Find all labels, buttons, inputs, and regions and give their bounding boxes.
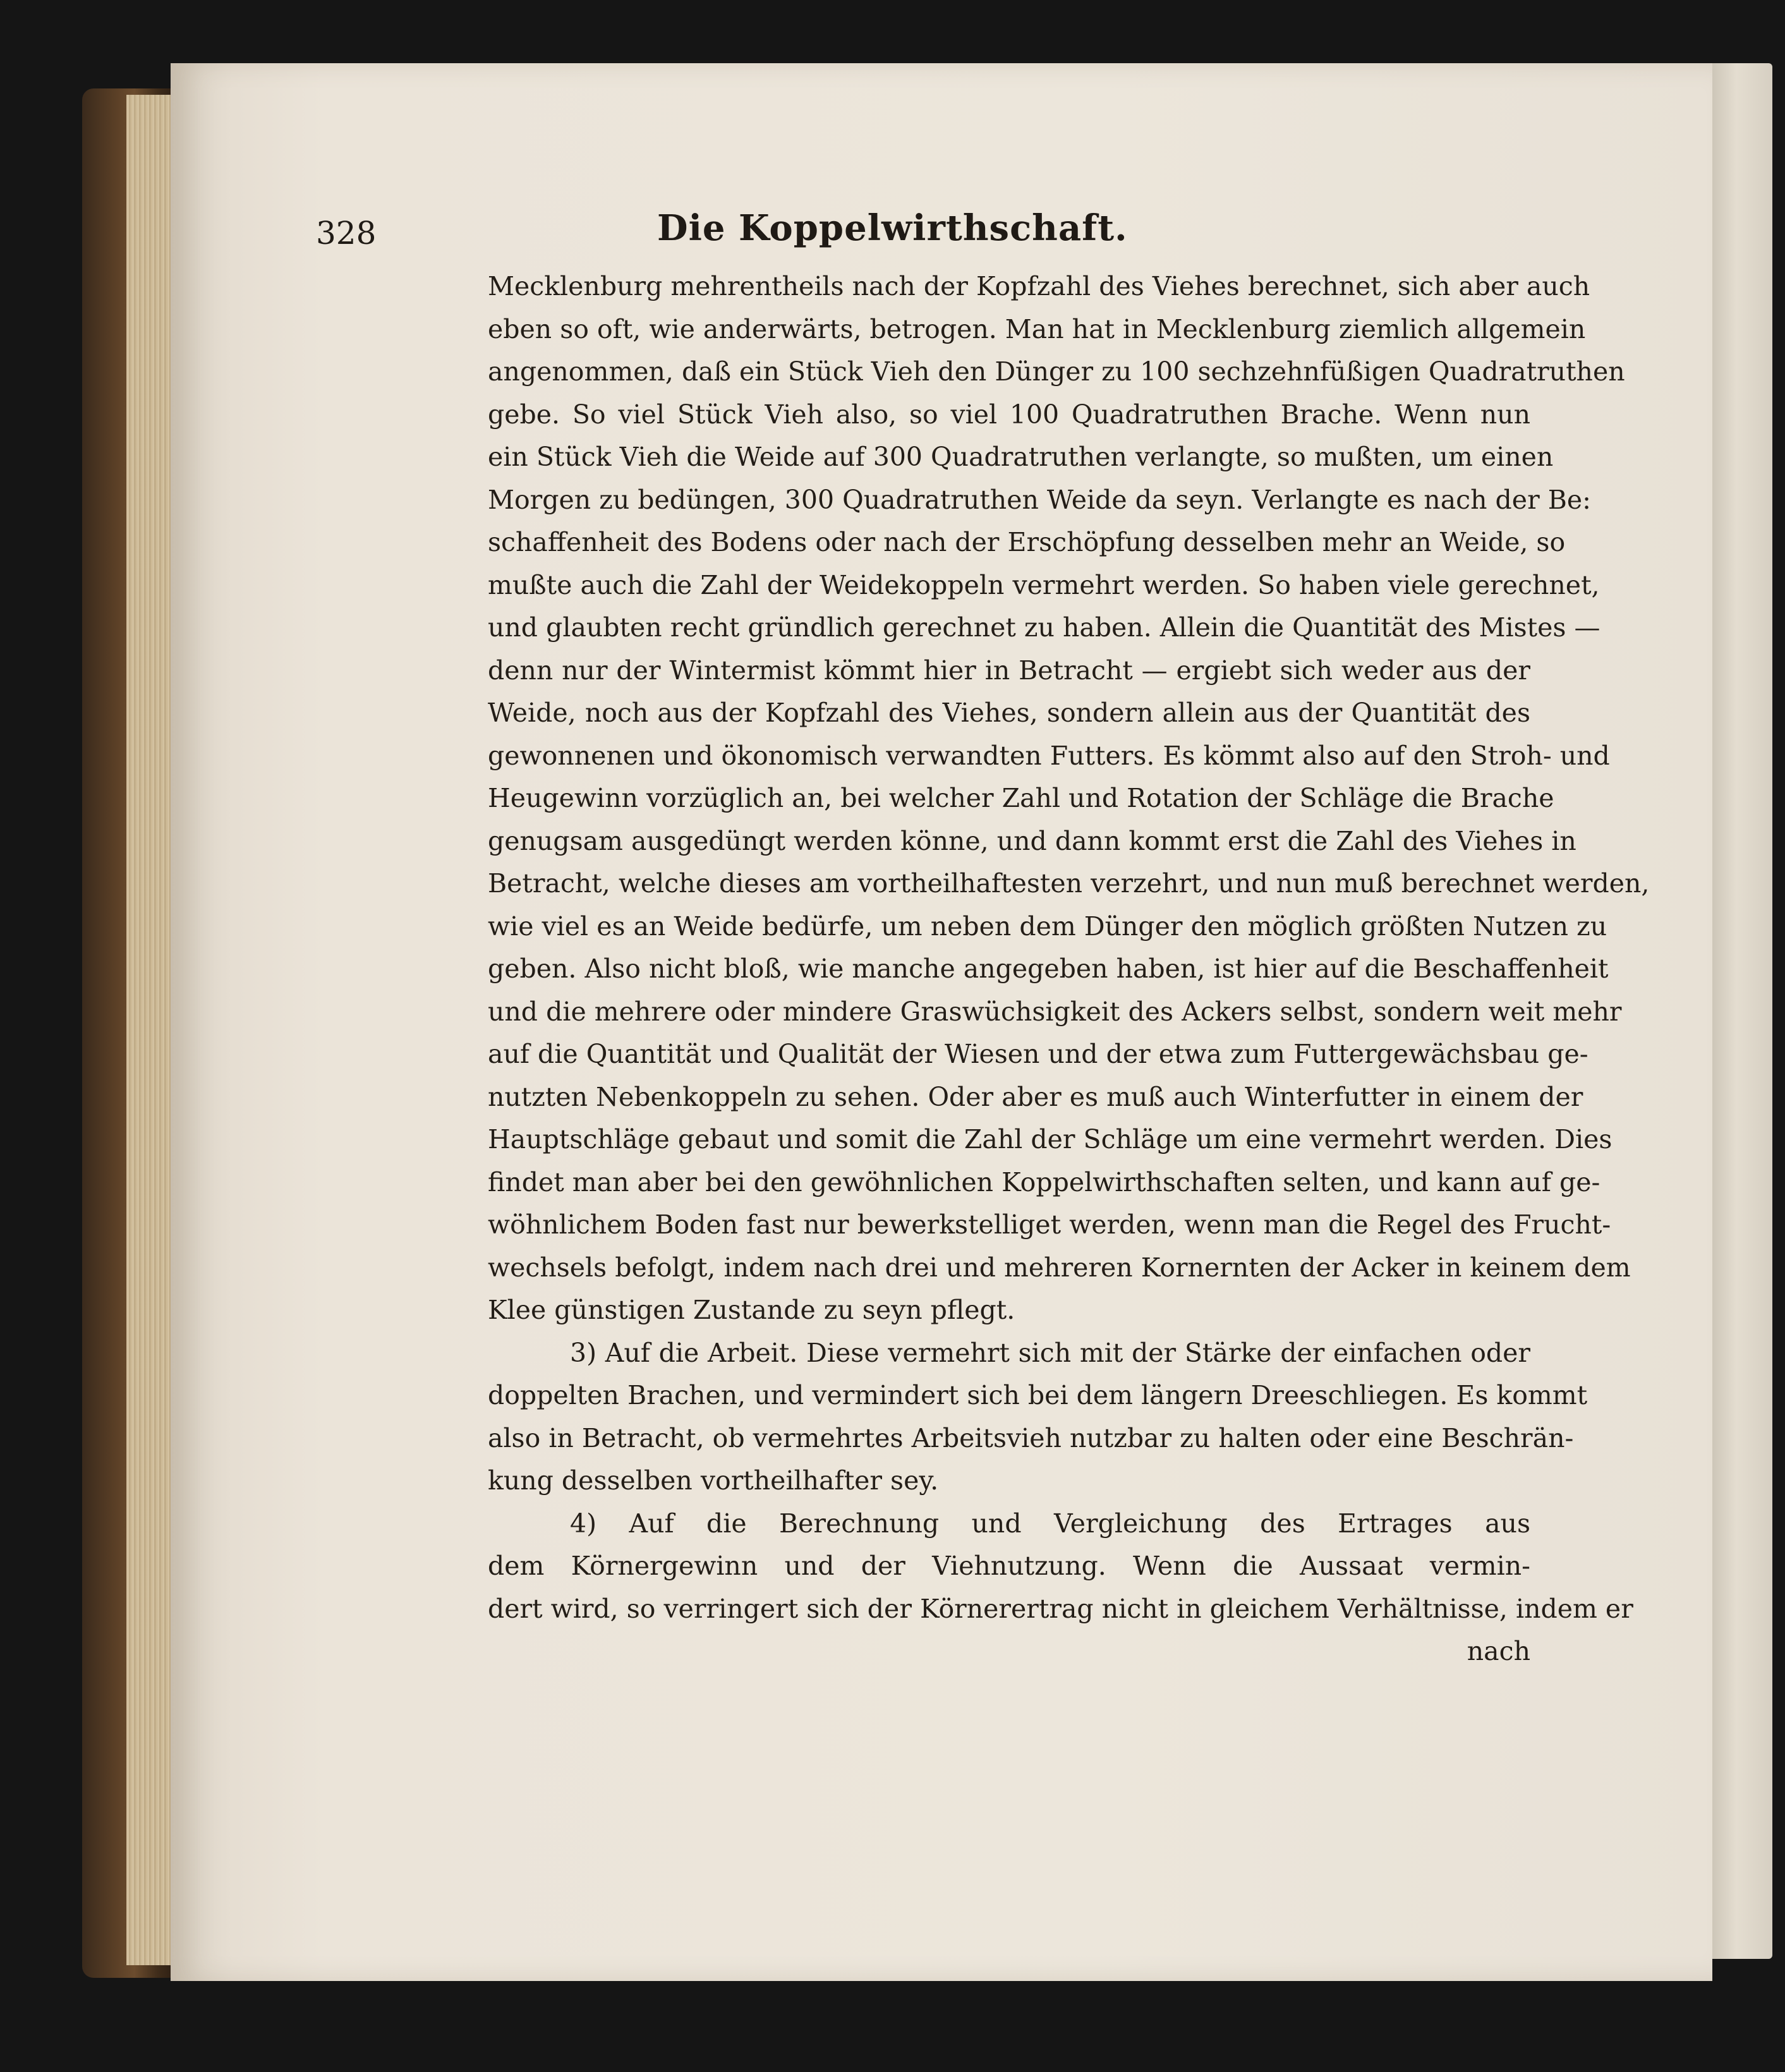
text-line: und die mehrere oder mindere Graswüchsigkeit des Ackers selbst, sondern weit mehr [488, 996, 1622, 1027]
text-line: ein Stück Vieh die Weide auf 300 Quadratruthen verlangte, so mußten, um einen [488, 442, 1554, 472]
text-line: Morgen zu bedüngen, 300 Quadratruthen Weide da seyn. Verlangte es nach der Be: [488, 484, 1591, 515]
text-line: wechsels befolgt, indem nach drei und mehreren Kornernten der Acker in keinem dem [488, 1252, 1631, 1283]
text-line: wöhnlichem Boden fast nur bewerkstelliget werden, wenn man die Regel des Frucht- [488, 1209, 1611, 1240]
text-line: Hauptschläge gebaut und somit die Zahl der Schläge um eine vermehrt werden. Dies [488, 1124, 1613, 1154]
text-line: eben so oft, wie anderwärts, betrogen. Man hat in Mecklenburg ziemlich allgemein [488, 313, 1586, 344]
text-line: gebe. So viel Stück Vieh also, so viel 100 Quadratruthen Brache. Wenn nun [488, 399, 1530, 430]
text-line: Klee günstigen Zustande zu seyn pflegt. [488, 1295, 1015, 1325]
text-line: kung desselben vortheilhafter sey. [488, 1465, 939, 1496]
text-line: schaffenheit des Bodens oder nach der Erschöpfung desselben mehr an Weide, so [488, 527, 1566, 557]
text-line: und glaubten recht gründlich gerechnet zu haben. Allein die Quantität des Mistes — [488, 612, 1600, 643]
text-line: geben. Also nicht bloß, wie manche angegeben haben, ist hier auf die Beschaffenheit [488, 954, 1609, 984]
text-line: denn nur der Wintermist kömmt hier in Betracht — ergiebt sich weder aus der [488, 655, 1530, 686]
text-line: mußte auch die Zahl der Weidekoppeln vermehrt werden. So haben viele gerechnet, [488, 569, 1600, 600]
catchword: nach [1467, 1636, 1530, 1666]
text-line: doppelten Brachen, und vermindert sich bei dem längern Dreeschliegen. Es kommt [488, 1380, 1588, 1410]
section-heading-line: 4) Auf die Berechnung und Vergleichung des Ertrages aus [570, 1508, 1530, 1539]
body-text [488, 265, 1650, 1673]
text-line: Weide, noch aus der Kopfzahl des Viehes, sondern allein aus der Quantität des [488, 698, 1530, 728]
text-line: wie viel es an Weide bedürfe, um neben dem Dünger den möglich größten Nutzen zu [488, 911, 1607, 942]
text-line: dem Körnergewinn und der Viehnutzung. Wenn die Aussaat vermin- [488, 1551, 1530, 1581]
facing-page-edge [1712, 63, 1772, 1959]
text-line: angenommen, daß ein Stück Vieh den Dünger zu 100 sechzehnfüßigen Quadratruthen [488, 356, 1625, 387]
text-line: gewonnenen und ökonomisch verwandten Futters. Es kömmt also auf den Stroh- und [488, 740, 1610, 771]
text-line: Betracht, welche dieses am vortheilhaftesten verzehrt, und nun muß berechnet werden, [488, 868, 1650, 899]
page-header [316, 202, 1529, 253]
text-line: findet man aber bei den gewöhnlichen Koppelwirthschaften selten, und kann auf ge- [488, 1166, 1600, 1197]
page-number: 328 [316, 215, 377, 251]
text-line: genugsam ausgedüngt werden könne, und dann kommt erst die Zahl des Viehes in [488, 825, 1576, 856]
section-heading-line: 3) Auf die Arbeit. Diese vermehrt sich mit der Stärke der einfachen oder [570, 1337, 1530, 1368]
text-line: nutzten Nebenkoppeln zu sehen. Oder aber es muß auch Winterfutter in einem der [488, 1081, 1583, 1112]
text-line: Heugewinn vorzüglich an, bei welcher Zahl und Rotation der Schläge die Brache [488, 783, 1554, 813]
text-line: dert wird, so verringert sich der Körnerertrag nicht in gleichem Verhältnisse, indem er [488, 1593, 1633, 1624]
text-line: Mecklenburg mehrentheils nach der Kopfzahl des Viehes berechnet, sich aber auch [488, 271, 1590, 301]
text-line: also in Betracht, ob vermehrtes Arbeitsvieh nutzbar zu halten oder eine Beschrän- [488, 1422, 1574, 1453]
text-line: auf die Quantität und Qualität der Wiesen und der etwa zum Futtergewächsbau ge- [488, 1039, 1588, 1069]
running-title: Die Koppelwirthschaft. [657, 207, 1128, 249]
